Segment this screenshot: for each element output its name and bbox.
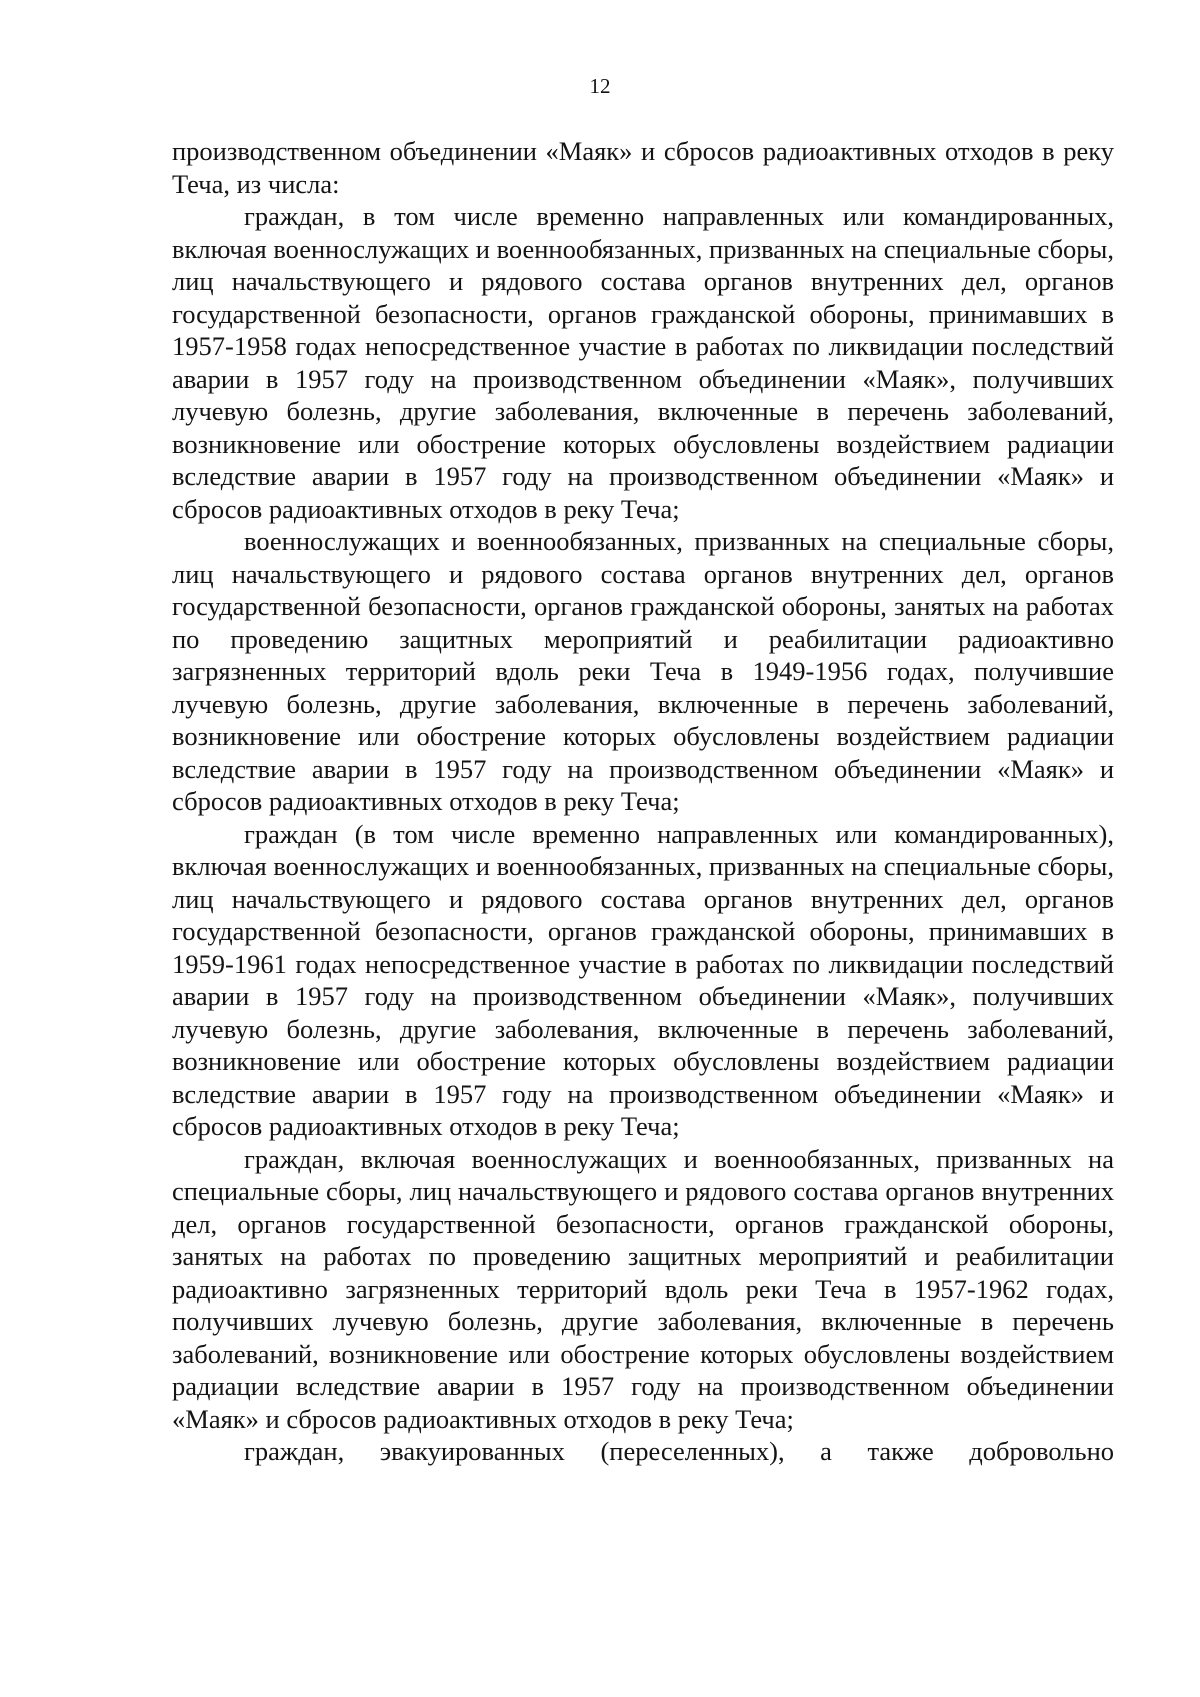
paragraph-liquidation-1959-1961: граждан (в том числе временно направленных или командированных), включая военнослужащих и военнообязанных, призванных на специальные сборы, лиц начальствующего и рядового состава органов внутренних дел, органов государственной безопасности, органов гражданской обороны, принимавших в 1959-1961 годах непосредственное участие в работах по ликвидации последствий аварии в 1957 году на производственном объединении «Маяк», получивших лучевую болезнь, другие заболевания, включенные в перечень заболеваний, возникновение или обострение которых обусловлены воздействием радиации вследствие аварии в 1957 году на производственном объединении «Маяк» и сбросов радиоактивных отходов в реку Теча; [172, 818, 1114, 1141]
page-number: 12 [589, 74, 611, 98]
paragraph-evacuated: граждан, эвакуированных (переселенных), а также добровольно [244, 1436, 1114, 1466]
paragraph-techa-1957-1962: граждан, включая военнослужащих и военнообязанных, призванных на специальные сборы, лиц начальствующего и рядового состава органов внутренних дел, органов государственной безопасности, органов гражданской обороны, занятых на работах по проведению защитных мероприятий и реабилитации радиоактивно загрязненных территорий вдоль реки Теча в 1957-1962 годах, получивших лучевую болезнь, другие заболевания, включенные в перечень заболеваний, возникновение или обострение которых обусловлены воздействием радиации вследствие аварии в 1957 году на производственном объединении «Маяк» и сбросов радиоактивных отходов в реку Теча; [172, 1143, 1114, 1434]
paragraph-continuation: производственном объединении «Маяк» и сбросов радиоактивных отходов в реку Теча, из числа: [172, 136, 1114, 199]
document-body [172, 135, 1114, 1468]
paragraph-liquidation-1957-1958: граждан, в том числе временно направленных или командированных, включая военнослужащих и военнообязанных, призванных на специальные сборы, лиц начальствующего и рядового состава органов внутренних дел, органов государственной безопасности, органов гражданской обороны, принимавших в 1957-1958 годах непосредственное участие в работах по ликвидации последствий аварии в 1957 году на производственном объединении «Маяк», получивших лучевую болезнь, другие заболевания, включенные в перечень заболеваний, возникновение или обострение которых обусловлены воздействием радиации вследствие аварии в 1957 году на производственном объединении «Маяк» и сбросов радиоактивных отходов в реку Теча; [172, 201, 1114, 524]
paragraph-techa-1949-1956: военнослужащих и военнообязанных, призванных на специальные сборы, лиц начальствующего и рядового состава органов внутренних дел, органов государственной безопасности, органов гражданской обороны, занятых на работах по проведению защитных мероприятий и реабилитации радиоактивно загрязненных территорий вдоль реки Теча в 1949-1956 годах, получившие лучевую болезнь, другие заболевания, включенные в перечень заболеваний, возникновение или обострение которых обусловлены воздействием радиации вследствие аварии в 1957 году на производственном объединении «Маяк» и сбросов радиоактивных отходов в реку Теча; [172, 526, 1114, 816]
